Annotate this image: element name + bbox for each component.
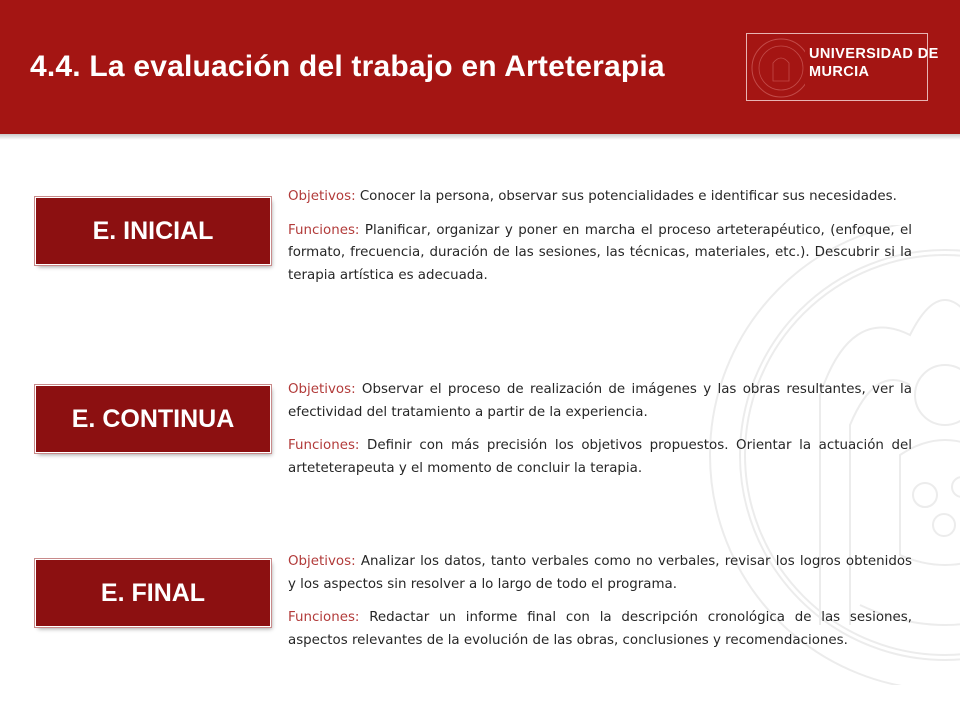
stage-label-final: E. FINAL: [36, 560, 270, 626]
stage-label-inicial: E. INICIAL: [36, 198, 270, 264]
stage-text-continua: [288, 379, 912, 480]
funciones-label: Funciones:: [288, 438, 360, 453]
objetivos-paragraph: [288, 379, 912, 424]
logo-text-line2: MURCIA: [809, 64, 870, 80]
funciones-text: Planificar, organizar y poner en marcha el proceso arteterapéutico, (enfoque, el formato, frecuencia, duración de las sesiones, las técnicas, materiales, etc.). Descubrir si la terapia artística es adecuada.: [288, 222, 912, 283]
objetivos-paragraph: [288, 551, 912, 596]
funciones-text: Redactar un informe final con la descripción cronológica de las sesiones, aspectos relevantes de la evolución de las obras, conclusiones y recomendaciones.: [288, 610, 912, 648]
funciones-text: Definir con más precisión los objetivos propuestos. Orientar la actuación del arteteterapeuta y el momento de concluir la terapia.: [288, 438, 912, 476]
funciones-paragraph: [288, 435, 912, 480]
objetivos-label: Objetivos:: [288, 554, 356, 569]
objetivos-text: Observar el proceso de realización de imágenes y las obras resultantes, ver la efectividad del tratamiento a partir de la experiencia.: [288, 382, 912, 420]
funciones-paragraph: [288, 220, 912, 288]
logo-text-line1: UNIVERSIDAD DE: [809, 46, 939, 62]
header-shadow: [0, 134, 960, 140]
objetivos-text: Conocer la persona, observar sus potencialidades e identificar sus necesidades.: [355, 189, 897, 204]
funciones-label: Funciones:: [288, 222, 360, 238]
university-logo: [746, 33, 939, 101]
objetivos-paragraph: [288, 186, 912, 209]
university-crest-icon: [751, 35, 805, 101]
objetivos-label: Objetivos:: [288, 189, 356, 204]
funciones-paragraph: [288, 607, 912, 652]
stage-text-inicial: [288, 186, 912, 287]
objetivos-label: Objetivos:: [288, 382, 356, 397]
title-bar: [0, 0, 960, 134]
stage-text-final: [288, 551, 912, 652]
funciones-label: Funciones:: [288, 610, 360, 625]
stage-label-continua: E. CONTINUA: [36, 386, 270, 452]
slide-title: 4.4. La evaluación del trabajo en Arteterapia: [30, 50, 665, 83]
objetivos-text: Analizar los datos, tanto verbales como no verbales, revisar los logros obtenidos y los aspectos sin resolver a lo largo de todo el programa.: [288, 554, 912, 592]
